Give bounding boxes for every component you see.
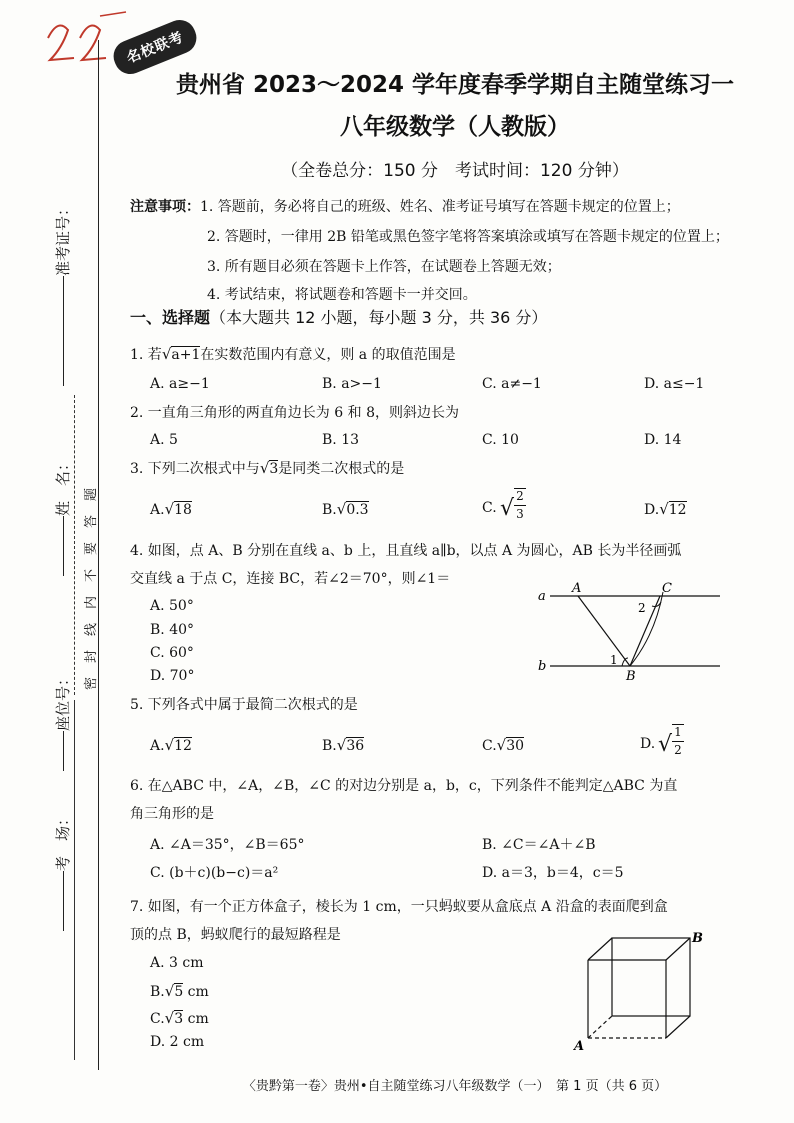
q5-option-a[interactable]	[150, 736, 192, 754]
notice-item: 1. 答题前，务必将自己的班级、姓名、准考证号填写在答题卡规定的位置上；	[200, 199, 680, 215]
exam-number-blank[interactable]	[63, 276, 64, 386]
q7-figure-cube	[570, 928, 710, 1053]
question-1	[130, 344, 456, 364]
q1-option-c[interactable]: C. a≠−1	[482, 376, 542, 392]
label-point-c: C	[662, 581, 672, 596]
notice-line-1	[130, 196, 680, 216]
section-heading	[130, 305, 547, 328]
cube-hidden-edge	[588, 1016, 612, 1038]
sqrt-sign: √	[500, 496, 515, 521]
q5-option-c[interactable]	[482, 736, 524, 754]
q7-option-b[interactable]	[150, 982, 209, 1000]
q5-option-b[interactable]	[322, 736, 364, 754]
q2-option-a[interactable]: A. 5	[150, 432, 178, 448]
name-blank[interactable]	[63, 516, 64, 576]
fraction-denominator: 2	[674, 743, 682, 757]
option-unit: cm	[183, 1011, 209, 1027]
q2-option-b[interactable]: B. 13	[322, 432, 360, 448]
section-title: 一、选择题	[130, 308, 211, 327]
q2-option-c[interactable]: C. 10	[482, 432, 519, 448]
exam-number-field[interactable]	[52, 201, 73, 390]
question-7-line-2: 顶的点 B，蚂蚁爬行的最短路程是	[130, 927, 341, 943]
sqrt-sign: √	[164, 1009, 175, 1027]
q4-option-c[interactable]: C. 60°	[150, 645, 194, 661]
sqrt-sign: √	[496, 736, 507, 754]
q7-option-c[interactable]	[150, 1009, 209, 1027]
option-letter: C.	[482, 500, 497, 516]
q7-option-a[interactable]: A. 3 cm	[150, 955, 204, 971]
exam-title: 贵州省 2023～2024 学年度春季学期自主随堂练习一	[175, 72, 735, 98]
q4-option-a[interactable]: A. 50°	[150, 598, 194, 614]
q1-option-d[interactable]: D. a≤−1	[644, 376, 705, 392]
option-radicand: 30	[506, 738, 525, 754]
stamp-text: 名校联考	[124, 29, 187, 67]
seal-line	[74, 700, 75, 1060]
option-radicand: 3	[174, 1011, 184, 1027]
section-desc: （本大题共 12 小题，每小题 3 分，共 36 分）	[210, 308, 548, 327]
sqrt-sign: √	[336, 736, 347, 754]
option-letter: B.	[322, 502, 337, 518]
q4-option-b[interactable]: B. 40°	[150, 622, 195, 638]
fraction-bar	[672, 741, 684, 742]
seat-label: 座位号：	[54, 670, 72, 731]
q1-radicand: a+1	[171, 347, 201, 363]
exam-room-blank[interactable]	[63, 871, 64, 931]
question-6-line-2: 角三角形的是	[130, 806, 214, 822]
option-letter: B.	[150, 984, 165, 1000]
label-b: b	[538, 659, 547, 674]
seal-dashed-line	[74, 395, 75, 695]
exam-room-field[interactable]	[52, 811, 73, 935]
label-point-b: B	[692, 931, 703, 946]
option-letter: C.	[150, 1011, 165, 1027]
notice-item: 2. 答题时，一律用 2B 铅笔或黑色签字笔将答案填涂或填写在答题卡规定的位置上；	[207, 229, 729, 245]
exam-room-label: 考 场：	[54, 810, 72, 871]
exam-meta: （全卷总分：150 分 考试时间：120 分钟）	[281, 161, 629, 181]
question-4-line-1: 4. 如图，点 A、B 分别在直线 a、b 上，且直线 a∥b，以点 A 为圆心，AB 长为半径画弧	[130, 543, 682, 559]
question-2: 2. 一直角三角形的两直角边长为 6 和 8，则斜边长为	[130, 405, 459, 421]
q3-option-d[interactable]	[644, 500, 687, 518]
cube-edge	[666, 1016, 690, 1038]
q1-stem: 1. 若	[130, 347, 162, 363]
question-7-line-1: 7. 如图，有一个正方体盒子，棱长为 1 cm，一只蚂蚁要从盒底点 A 沿盒的表面爬到盒	[130, 899, 668, 915]
page-footer: 〈贵黔第一卷〉贵州•自主随堂练习八年级数学（一） 第 1 页（共 6 页）	[242, 1079, 668, 1094]
fraction-denominator: 3	[516, 507, 524, 521]
fraction-bar	[514, 505, 526, 506]
fraction-numerator: 1	[672, 724, 684, 739]
name-field[interactable]	[52, 456, 73, 580]
sqrt-sign: √	[659, 500, 669, 518]
notice-label: 注意事项：	[130, 199, 200, 215]
option-letter: C.	[482, 738, 497, 754]
seal-warning: 密封线内不要答题	[84, 473, 99, 690]
question-5: 5. 下列各式中属于最简二次根式的是	[130, 697, 358, 713]
option-radicand: 18	[174, 502, 192, 518]
q3-stem-rest: 是同类二次根式的是	[278, 461, 405, 477]
sqrt-sign: √	[259, 459, 270, 477]
option-radicand: 5	[174, 984, 184, 1000]
cube-edge	[588, 938, 612, 960]
q3-stem: 3. 下列二次根式中与	[130, 461, 260, 477]
q3-option-b[interactable]	[322, 500, 369, 518]
q6-option-d[interactable]: D. a＝3，b＝4，c＝5	[482, 865, 624, 881]
option-letter: A.	[150, 738, 165, 754]
seat-field[interactable]	[52, 671, 73, 775]
q6-option-b[interactable]: B. ∠C＝∠A＋∠B	[482, 837, 596, 853]
q1-option-b[interactable]: B. a>−1	[322, 376, 382, 392]
seat-blank[interactable]	[63, 731, 64, 771]
q2-option-d[interactable]: D. 14	[644, 432, 682, 448]
fraction-numerator: 2	[514, 488, 526, 503]
name-label: 姓 名：	[54, 455, 72, 516]
option-radicand: 0.3	[346, 502, 369, 518]
question-4-line-2: 交直线 a 于点 C，连接 BC，若∠2＝70°，则∠1＝	[130, 571, 451, 587]
label-point-a: A	[572, 581, 582, 596]
option-letter: D.	[644, 502, 660, 518]
q6-option-a[interactable]: A. ∠A＝35°，∠B＝65°	[150, 837, 305, 853]
notice-item: 4. 考试结束，将试题卷和答题卡一并交回。	[207, 287, 477, 303]
q1-option-a[interactable]: A. a≥−1	[150, 376, 210, 392]
q1-stem-rest: 在实数范围内有意义，则 a 的取值范围是	[200, 347, 456, 363]
label-point-b: B	[626, 669, 636, 680]
sqrt-sign: √	[164, 500, 175, 518]
sqrt-sign: √	[658, 732, 673, 757]
sqrt-sign: √	[164, 736, 175, 754]
label-angle-1: 1	[610, 653, 618, 667]
segment-ab	[578, 596, 630, 666]
option-radicand: 12	[174, 738, 192, 754]
option-letter: D.	[640, 736, 656, 752]
option-radicand: 12	[668, 502, 687, 518]
label-angle-2: 2	[638, 601, 646, 615]
option-unit: cm	[183, 984, 209, 1000]
q3-radicand: 3	[269, 461, 279, 477]
question-3	[130, 458, 404, 478]
cube-back-face	[612, 938, 690, 1016]
option-letter: B.	[322, 738, 337, 754]
label-point-a: A	[574, 1039, 585, 1053]
sqrt-sign: √	[336, 500, 347, 518]
option-letter: A.	[150, 502, 165, 518]
label-a: a	[538, 589, 546, 604]
q3-option-a[interactable]	[150, 500, 192, 518]
question-6-line-1: 6. 在△ABC 中，∠A，∠B，∠C 的对边分别是 a，b，c，下列条件不能判定△ABC 为直	[130, 778, 678, 794]
option-radicand: 36	[346, 738, 365, 754]
notice-item: 3. 所有题目必须在答题卡上作答，在试题卷上答题无效；	[207, 259, 561, 275]
q7-option-d[interactable]: D. 2 cm	[150, 1034, 205, 1050]
sqrt-sign: √	[161, 345, 172, 363]
sqrt-sign: √	[164, 982, 175, 1000]
q6-option-c[interactable]: C. (b＋c)(b−c)＝a²	[150, 865, 279, 881]
q4-figure-parallel-lines	[530, 580, 730, 680]
q4-option-d[interactable]: D. 70°	[150, 668, 195, 684]
exam-subtitle: 八年级数学（人教版）	[340, 114, 570, 140]
exam-number-label: 准考证号：	[54, 200, 72, 276]
cube-edge	[666, 938, 690, 960]
